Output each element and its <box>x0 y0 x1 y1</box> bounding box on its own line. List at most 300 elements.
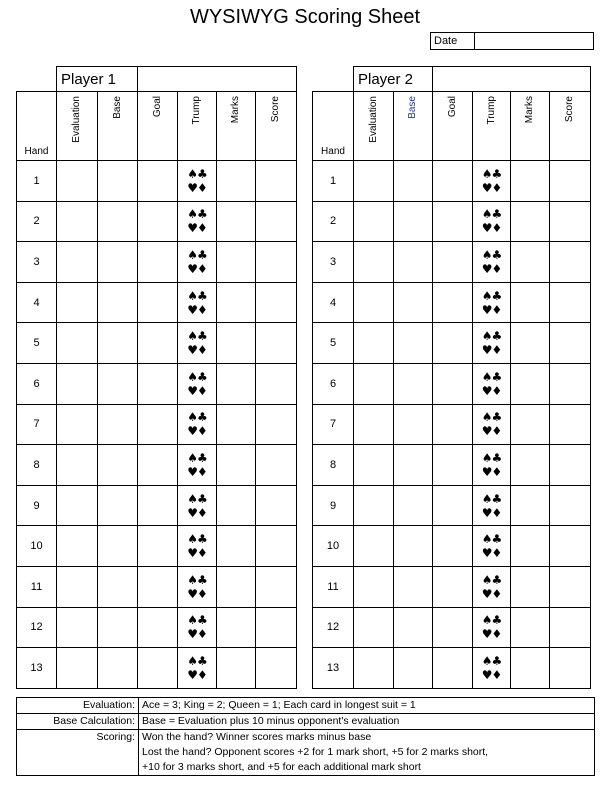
spade-club-icons: ♠♣ <box>187 410 207 425</box>
score-cell[interactable] <box>550 161 591 202</box>
base-rule-label: Base Calculation: <box>17 714 139 730</box>
table-row <box>17 363 297 404</box>
table-row <box>313 242 591 283</box>
rules-legend <box>16 697 595 776</box>
table-row <box>17 323 297 364</box>
goal-cell[interactable] <box>433 161 473 202</box>
hand-number: 7 <box>313 404 354 445</box>
goal-cell[interactable] <box>138 607 178 648</box>
evaluation-header <box>57 92 98 161</box>
marks-cell[interactable] <box>217 201 256 242</box>
table-row <box>17 607 297 648</box>
evaluation-cell[interactable] <box>354 566 394 607</box>
evaluation-cell[interactable] <box>354 242 394 283</box>
score-cell[interactable] <box>256 526 297 567</box>
spade-club-icons: ♠♣ <box>187 369 207 384</box>
scoring-rule-label: Scoring: <box>17 730 139 776</box>
hand-number: 4 <box>313 282 354 323</box>
goal-cell[interactable] <box>433 607 473 648</box>
base-cell[interactable] <box>98 242 138 283</box>
evaluation-cell[interactable] <box>354 323 394 364</box>
goal-header <box>433 92 473 161</box>
player-2-name: Player 2 <box>354 67 433 92</box>
marks-cell[interactable] <box>217 323 256 364</box>
marks-cell[interactable] <box>217 526 256 567</box>
trump-cell[interactable] <box>473 242 511 283</box>
base-header-label: Base <box>111 96 123 119</box>
evaluation-cell[interactable] <box>354 445 394 486</box>
goal-header-label: Goal <box>446 96 458 118</box>
evaluation-cell[interactable] <box>354 282 394 323</box>
base-cell[interactable] <box>394 566 433 607</box>
base-cell[interactable] <box>394 445 433 486</box>
hand-number: 8 <box>313 445 354 486</box>
score-cell[interactable] <box>256 404 297 445</box>
evaluation-cell[interactable] <box>57 161 98 202</box>
goal-cell[interactable] <box>433 526 473 567</box>
score-cell[interactable] <box>256 607 297 648</box>
marks-cell[interactable] <box>217 363 256 404</box>
evaluation-cell[interactable] <box>57 566 98 607</box>
goal-cell[interactable] <box>433 485 473 526</box>
score-cell[interactable] <box>550 323 591 364</box>
scoring-rule-text <box>139 730 595 776</box>
heart-diamond-icons: ♥♦ <box>187 464 207 479</box>
evaluation-cell[interactable] <box>57 242 98 283</box>
heart-diamond-icons: ♥♦ <box>481 586 502 601</box>
base-header-label: Base <box>407 96 418 119</box>
goal-cell[interactable] <box>138 648 178 689</box>
evaluation-cell[interactable] <box>354 648 394 689</box>
player-1-score-table <box>16 66 297 689</box>
hand-number: 5 <box>17 323 57 364</box>
hand-number: 6 <box>313 363 354 404</box>
score-cell[interactable] <box>550 566 591 607</box>
base-cell[interactable] <box>98 485 138 526</box>
trump-header-label: Trump <box>485 96 497 125</box>
heart-diamond-icons: ♥♦ <box>481 383 502 398</box>
hand-number: 4 <box>17 282 57 323</box>
trump-header-label: Trump <box>191 96 202 125</box>
base-cell[interactable] <box>394 404 433 445</box>
trump-cell[interactable] <box>178 282 217 323</box>
heart-diamond-icons: ♥♦ <box>481 667 502 682</box>
heart-diamond-icons: ♥♦ <box>187 586 207 601</box>
evaluation-cell[interactable] <box>57 485 98 526</box>
hand-number: 3 <box>17 242 57 283</box>
table-row <box>313 161 591 202</box>
hand-number: 11 <box>313 566 354 607</box>
spade-club-icons: ♠♣ <box>481 329 502 344</box>
spade-club-icons: ♠♣ <box>481 613 502 628</box>
trump-cell[interactable] <box>473 526 511 567</box>
scoring-rule-line: Lost the hand? Opponent scores +2 for 1 mark short, +5 for 2 marks short, <box>142 746 489 758</box>
base-header <box>98 92 138 161</box>
score-cell[interactable] <box>550 363 591 404</box>
marks-cell[interactable] <box>511 526 550 567</box>
marks-header-label: Marks <box>524 96 535 124</box>
heart-diamond-icons: ♥♦ <box>187 424 207 439</box>
spade-club-icons: ♠♣ <box>187 613 207 628</box>
hand-number: 8 <box>17 445 57 486</box>
goal-header <box>138 92 178 161</box>
spade-club-icons: ♠♣ <box>481 653 502 668</box>
heart-diamond-icons: ♥♦ <box>481 464 502 479</box>
base-cell[interactable] <box>394 607 433 648</box>
hand-number: 3 <box>313 242 354 283</box>
blank-corner <box>313 67 354 92</box>
heart-diamond-icons: ♥♦ <box>187 343 207 358</box>
score-cell[interactable] <box>550 607 591 648</box>
evaluation-cell[interactable] <box>57 323 98 364</box>
marks-cell[interactable] <box>511 485 550 526</box>
evaluation-rule-label: Evaluation: <box>17 698 139 714</box>
player-2-score-table <box>312 66 591 689</box>
goal-cell[interactable] <box>138 161 178 202</box>
trump-cell[interactable] <box>473 282 511 323</box>
goal-cell[interactable] <box>433 323 473 364</box>
goal-cell[interactable] <box>138 404 178 445</box>
spade-club-icons: ♠♣ <box>187 653 207 668</box>
hand-number: 12 <box>313 607 354 648</box>
base-cell[interactable] <box>394 363 433 404</box>
trump-cell[interactable] <box>178 526 217 567</box>
table-row <box>17 445 297 486</box>
heart-diamond-icons: ♥♦ <box>187 180 207 195</box>
trump-cell[interactable] <box>473 323 511 364</box>
marks-cell[interactable] <box>217 282 256 323</box>
evaluation-cell[interactable] <box>57 282 98 323</box>
hand-number: 2 <box>17 201 57 242</box>
evaluation-cell[interactable] <box>354 161 394 202</box>
trump-header <box>178 92 217 161</box>
base-cell[interactable] <box>98 282 138 323</box>
score-cell[interactable] <box>256 242 297 283</box>
spade-club-icons: ♠♣ <box>187 329 207 344</box>
marks-cell[interactable] <box>217 445 256 486</box>
table-row <box>17 242 297 283</box>
table-row <box>17 161 297 202</box>
spade-club-icons: ♠♣ <box>481 166 502 181</box>
base-cell[interactable] <box>394 242 433 283</box>
base-cell[interactable] <box>394 485 433 526</box>
heart-diamond-icons: ♥♦ <box>481 221 502 236</box>
goal-cell[interactable] <box>138 201 178 242</box>
hand-header: Hand <box>17 92 57 161</box>
heart-diamond-icons: ♥♦ <box>481 261 502 276</box>
heart-diamond-icons: ♥♦ <box>481 546 502 561</box>
hand-number: 1 <box>313 161 354 202</box>
trump-cell[interactable] <box>473 566 511 607</box>
base-cell[interactable] <box>98 445 138 486</box>
spade-club-icons: ♠♣ <box>187 491 207 506</box>
marks-cell[interactable] <box>217 485 256 526</box>
goal-cell[interactable] <box>433 282 473 323</box>
spade-club-icons: ♠♣ <box>481 288 502 303</box>
table-row <box>17 648 297 689</box>
player-1-name-extra[interactable] <box>138 67 297 92</box>
goal-cell[interactable] <box>433 404 473 445</box>
base-rule-text: Base = Evaluation plus 10 minus opponent's evaluation <box>139 714 595 730</box>
table-row <box>313 363 591 404</box>
score-cell[interactable] <box>256 648 297 689</box>
marks-cell[interactable] <box>511 566 550 607</box>
table-row <box>313 201 591 242</box>
table-row <box>313 607 591 648</box>
spade-club-icons: ♠♣ <box>187 288 207 303</box>
trump-cell[interactable] <box>473 363 511 404</box>
trump-cell[interactable] <box>473 445 511 486</box>
base-cell[interactable] <box>98 323 138 364</box>
marks-cell[interactable] <box>217 607 256 648</box>
score-cell[interactable] <box>550 242 591 283</box>
marks-cell[interactable] <box>511 161 550 202</box>
score-cell[interactable] <box>550 201 591 242</box>
table-row <box>17 566 297 607</box>
evaluation-cell[interactable] <box>57 201 98 242</box>
player-1-rows <box>17 161 297 689</box>
trump-cell[interactable] <box>178 485 217 526</box>
base-cell[interactable] <box>98 526 138 567</box>
trump-cell[interactable] <box>473 648 511 689</box>
evaluation-cell[interactable] <box>57 526 98 567</box>
blank-corner <box>17 67 57 92</box>
score-cell[interactable] <box>550 526 591 567</box>
score-cell[interactable] <box>550 648 591 689</box>
marks-cell[interactable] <box>217 161 256 202</box>
heart-diamond-icons: ♥♦ <box>187 383 207 398</box>
table-row <box>313 648 591 689</box>
evaluation-header-label: Evaluation <box>71 96 82 143</box>
heart-diamond-icons: ♥♦ <box>481 424 502 439</box>
goal-cell[interactable] <box>138 445 178 486</box>
player-1-name: Player 1 <box>57 67 138 92</box>
trump-cell[interactable] <box>178 404 217 445</box>
goal-cell[interactable] <box>433 201 473 242</box>
hand-number: 9 <box>17 485 57 526</box>
heart-diamond-icons: ♥♦ <box>187 505 207 520</box>
marks-cell[interactable] <box>217 566 256 607</box>
goal-cell[interactable] <box>138 282 178 323</box>
goal-cell[interactable] <box>433 363 473 404</box>
evaluation-cell[interactable] <box>57 404 98 445</box>
evaluation-cell[interactable] <box>354 526 394 567</box>
goal-cell[interactable] <box>138 566 178 607</box>
evaluation-header-label: Evaluation <box>367 96 379 143</box>
table-row <box>313 445 591 486</box>
hand-number: 11 <box>17 566 57 607</box>
date-field[interactable] <box>475 33 594 50</box>
score-cell[interactable] <box>256 201 297 242</box>
score-cell[interactable] <box>550 445 591 486</box>
spade-club-icons: ♠♣ <box>187 450 207 465</box>
heart-diamond-icons: ♥♦ <box>187 261 207 276</box>
table-row <box>313 404 591 445</box>
evaluation-cell[interactable] <box>57 363 98 404</box>
trump-cell[interactable] <box>178 607 217 648</box>
score-cell[interactable] <box>256 282 297 323</box>
hand-number: 9 <box>313 485 354 526</box>
page-title: WYSIWYG Scoring Sheet <box>189 6 421 28</box>
marks-cell[interactable] <box>217 404 256 445</box>
base-cell[interactable] <box>98 161 138 202</box>
spade-club-icons: ♠♣ <box>481 369 502 384</box>
marks-cell[interactable] <box>511 404 550 445</box>
evaluation-cell[interactable] <box>354 404 394 445</box>
base-cell[interactable] <box>98 607 138 648</box>
marks-cell[interactable] <box>511 282 550 323</box>
goal-cell[interactable] <box>138 363 178 404</box>
heart-diamond-icons: ♥♦ <box>187 627 207 642</box>
spade-club-icons: ♠♣ <box>481 410 502 425</box>
goal-header-label: Goal <box>151 96 163 118</box>
spade-club-icons: ♠♣ <box>481 247 502 262</box>
goal-cell[interactable] <box>433 648 473 689</box>
marks-cell[interactable] <box>511 242 550 283</box>
trump-cell[interactable] <box>178 201 217 242</box>
trump-header <box>473 92 511 161</box>
base-cell[interactable] <box>98 404 138 445</box>
evaluation-cell[interactable] <box>57 445 98 486</box>
table-row <box>313 323 591 364</box>
score-header <box>256 92 297 161</box>
goal-cell[interactable] <box>138 485 178 526</box>
goal-cell[interactable] <box>138 323 178 364</box>
trump-cell[interactable] <box>178 648 217 689</box>
spade-club-icons: ♠♣ <box>481 450 502 465</box>
goal-cell[interactable] <box>433 445 473 486</box>
score-cell[interactable] <box>550 282 591 323</box>
spade-club-icons: ♠♣ <box>481 207 502 222</box>
spade-club-icons: ♠♣ <box>481 572 502 587</box>
hand-number: 13 <box>17 648 57 689</box>
marks-cell[interactable] <box>511 445 550 486</box>
table-row <box>17 404 297 445</box>
base-cell[interactable] <box>98 566 138 607</box>
base-cell[interactable] <box>394 648 433 689</box>
trump-cell[interactable] <box>178 323 217 364</box>
base-cell[interactable] <box>98 201 138 242</box>
marks-cell[interactable] <box>511 201 550 242</box>
evaluation-cell[interactable] <box>354 607 394 648</box>
marks-header <box>217 92 256 161</box>
hand-header: Hand <box>313 92 354 161</box>
score-cell[interactable] <box>256 323 297 364</box>
heart-diamond-icons: ♥♦ <box>481 302 502 317</box>
goal-cell[interactable] <box>433 242 473 283</box>
scoring-rule-line: +10 for 3 marks short, and +5 for each additional mark short <box>142 761 421 773</box>
table-row <box>313 282 591 323</box>
goal-cell[interactable] <box>138 526 178 567</box>
spade-club-icons: ♠♣ <box>187 572 207 587</box>
table-row <box>313 526 591 567</box>
spade-club-icons: ♠♣ <box>187 247 207 262</box>
trump-cell[interactable] <box>473 161 511 202</box>
marks-header-label: Marks <box>230 96 241 124</box>
evaluation-cell[interactable] <box>57 648 98 689</box>
heart-diamond-icons: ♥♦ <box>187 221 207 236</box>
score-header-label: Score <box>564 96 575 123</box>
score-header-label: Score <box>270 96 281 123</box>
score-cell[interactable] <box>256 485 297 526</box>
base-header <box>394 92 433 161</box>
evaluation-cell[interactable] <box>354 201 394 242</box>
base-cell[interactable] <box>394 201 433 242</box>
score-cell[interactable] <box>256 566 297 607</box>
marks-cell[interactable] <box>511 648 550 689</box>
base-cell[interactable] <box>394 282 433 323</box>
player-2-name-extra[interactable] <box>433 67 591 92</box>
trump-cell[interactable] <box>178 161 217 202</box>
trump-cell[interactable] <box>473 201 511 242</box>
player-2-rows <box>313 161 591 689</box>
table-row <box>313 485 591 526</box>
trump-cell[interactable] <box>473 485 511 526</box>
spade-club-icons: ♠♣ <box>187 532 207 547</box>
table-row <box>313 566 591 607</box>
marks-cell[interactable] <box>511 607 550 648</box>
spade-club-icons: ♠♣ <box>187 207 207 222</box>
base-cell[interactable] <box>394 526 433 567</box>
marks-cell[interactable] <box>217 242 256 283</box>
trump-cell[interactable] <box>178 566 217 607</box>
hand-number: 1 <box>17 161 57 202</box>
heart-diamond-icons: ♥♦ <box>481 343 502 358</box>
score-cell[interactable] <box>256 363 297 404</box>
heart-diamond-icons: ♥♦ <box>481 627 502 642</box>
heart-diamond-icons: ♥♦ <box>187 546 207 561</box>
date-label: Date <box>431 33 475 50</box>
evaluation-rule-text: Ace = 3; King = 2; Queen = 1; Each card in longest suit = 1 <box>139 698 595 714</box>
marks-header <box>511 92 550 161</box>
base-cell[interactable] <box>98 648 138 689</box>
evaluation-cell[interactable] <box>354 363 394 404</box>
hand-number: 10 <box>17 526 57 567</box>
spade-club-icons: ♠♣ <box>481 491 502 506</box>
goal-cell[interactable] <box>433 566 473 607</box>
hand-number: 7 <box>17 404 57 445</box>
evaluation-cell[interactable] <box>57 607 98 648</box>
table-row <box>17 282 297 323</box>
trump-cell[interactable] <box>178 363 217 404</box>
base-cell[interactable] <box>98 363 138 404</box>
trump-cell[interactable] <box>473 404 511 445</box>
date-table <box>430 32 594 50</box>
score-cell[interactable] <box>550 404 591 445</box>
trump-cell[interactable] <box>178 445 217 486</box>
hand-number: 10 <box>313 526 354 567</box>
trump-cell[interactable] <box>178 242 217 283</box>
table-row <box>17 485 297 526</box>
marks-cell[interactable] <box>511 323 550 364</box>
spade-club-icons: ♠♣ <box>481 532 502 547</box>
trump-cell[interactable] <box>473 607 511 648</box>
score-cell[interactable] <box>256 161 297 202</box>
score-cell[interactable] <box>256 445 297 486</box>
heart-diamond-icons: ♥♦ <box>481 505 502 520</box>
spade-club-icons: ♠♣ <box>187 166 207 181</box>
base-cell[interactable] <box>394 323 433 364</box>
base-cell[interactable] <box>394 161 433 202</box>
score-cell[interactable] <box>550 485 591 526</box>
goal-cell[interactable] <box>138 242 178 283</box>
marks-cell[interactable] <box>511 363 550 404</box>
evaluation-header <box>354 92 394 161</box>
hand-number: 12 <box>17 607 57 648</box>
marks-cell[interactable] <box>217 648 256 689</box>
evaluation-cell[interactable] <box>354 485 394 526</box>
hand-number: 2 <box>313 201 354 242</box>
